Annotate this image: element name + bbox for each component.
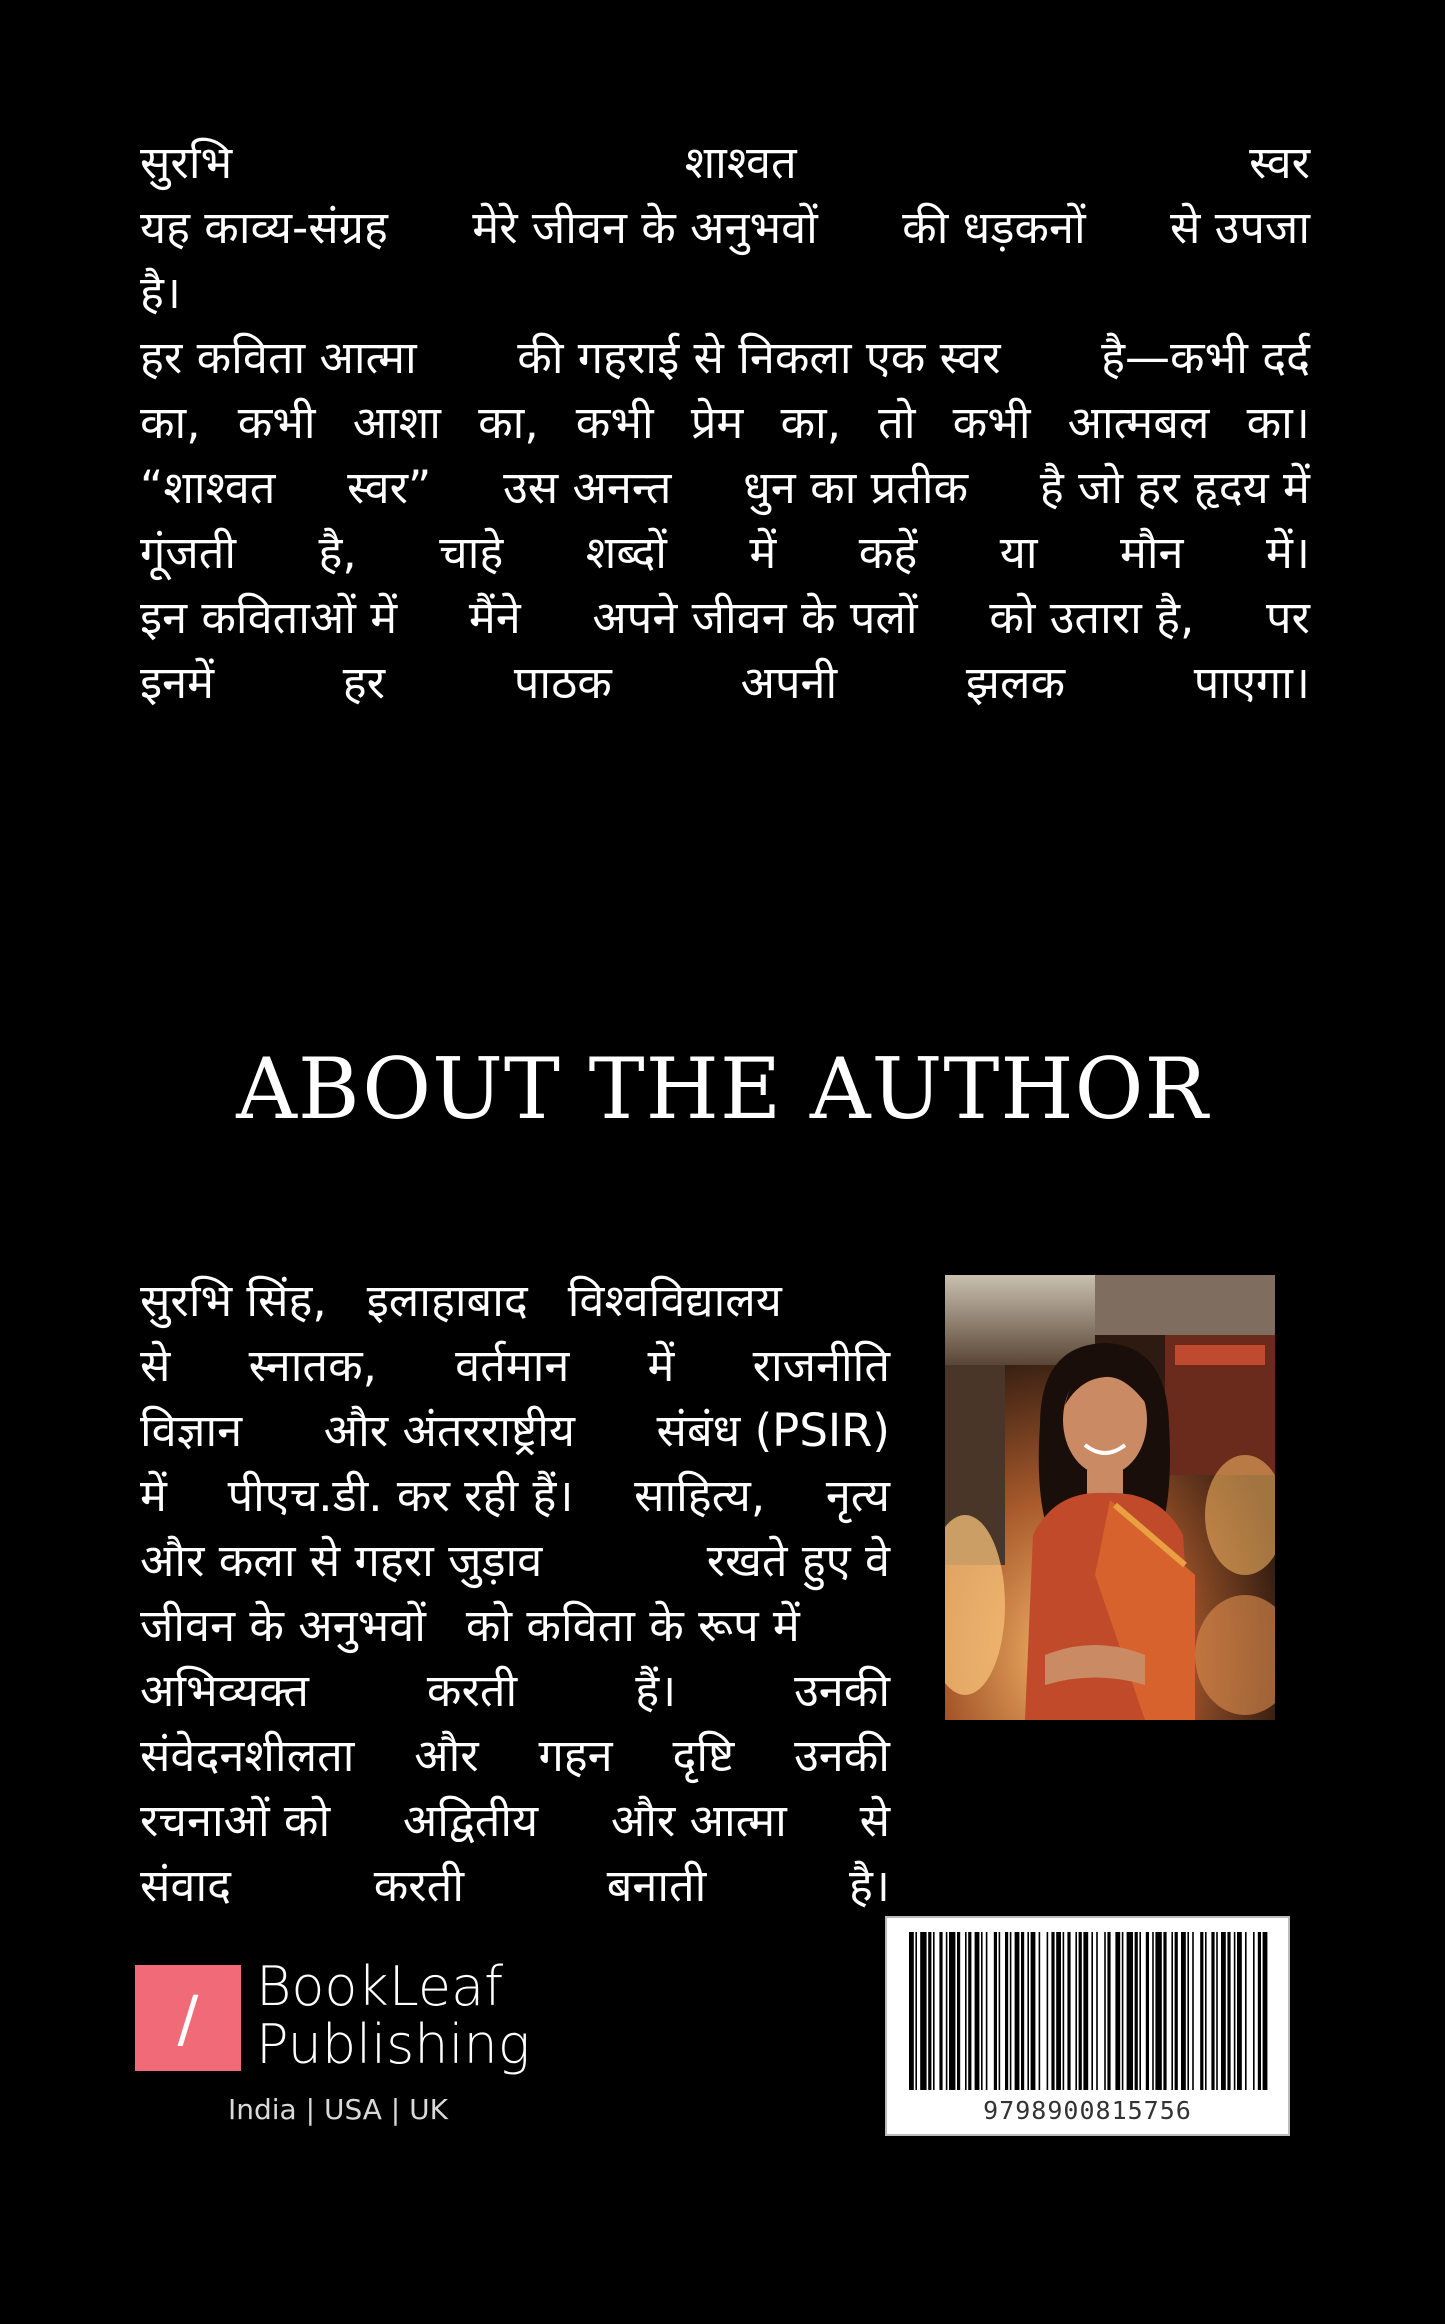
bio-word: हैं। [635, 1664, 677, 1717]
bio-word: विश्वविद्यालय [567, 1274, 782, 1327]
barcode-bar [1083, 1932, 1088, 2090]
blurb-word: को उतारा है, [989, 591, 1195, 644]
barcode-bar [933, 1932, 935, 2090]
blurb-line [140, 455, 1310, 520]
publisher-name [256, 1955, 531, 2076]
barcode-bar [1216, 1932, 1218, 2090]
bio-word: राजनीति [752, 1339, 890, 1392]
blurb-word: आशा [352, 396, 441, 449]
bio-word: वर्तमान [455, 1339, 570, 1392]
blurb-word: शाश्वत [684, 136, 797, 189]
bio-word: संवाद [140, 1859, 231, 1912]
bio-word: स्नातक, [248, 1339, 377, 1392]
blurb-word: है, [318, 526, 357, 579]
barcode-bar [1175, 1932, 1178, 2090]
bio-line [140, 1593, 890, 1658]
about-the-author-heading: ABOUT THE AUTHOR [236, 1040, 1209, 1138]
barcode-bar [1031, 1932, 1036, 2090]
bio-word: में [140, 1469, 167, 1522]
author-photo-illustration [945, 1275, 1275, 1720]
blurb-line [140, 585, 1310, 650]
blurb-word: मैंने [468, 591, 521, 644]
blurb-word: में [749, 526, 777, 579]
bio-word: में [647, 1339, 675, 1392]
bio-word: संवेदनशीलता [140, 1729, 355, 1782]
barcode-bar [1227, 1932, 1230, 2090]
bio-line [140, 1788, 890, 1853]
blurb-word: कभी [575, 396, 654, 449]
blurb-word: धुन का प्रतीक [743, 461, 969, 514]
blurb-word: झलक [965, 656, 1066, 709]
barcode-bar [1122, 1932, 1124, 2090]
isbn-barcode [885, 1916, 1290, 2136]
barcode-bar [1091, 1932, 1093, 2090]
barcode-bar [1139, 1932, 1141, 2090]
barcode-bar [999, 1932, 1001, 2090]
barcode-bar [1047, 1932, 1049, 2090]
barcode-bar [1005, 1932, 1008, 2090]
blurb-line [140, 520, 1310, 585]
barcode-bar [1221, 1932, 1226, 2090]
author-photo [945, 1275, 1275, 1720]
blurb-line: है। [140, 266, 181, 319]
blurb-word: हर कविता आत्मा [140, 331, 417, 384]
barcode-bar [1192, 1932, 1194, 2090]
blurb-word: का, [780, 396, 842, 449]
blurb-word: की गहराई से निकला एक स्वर [517, 331, 1001, 384]
bio-word: जीवन के अनुभवों [140, 1599, 426, 1652]
blurb-line [140, 195, 1310, 260]
bio-line [140, 1463, 890, 1528]
blurb-line [140, 390, 1310, 455]
barcode-bar [1163, 1932, 1166, 2090]
blurb-word: में। [1265, 526, 1310, 579]
barcode-bar [1152, 1932, 1154, 2090]
barcode-bar [939, 1932, 942, 2090]
blurb-word: आत्मबल [1067, 396, 1210, 449]
barcode-bar [1010, 1932, 1012, 2090]
blurb-word: सुरभि [140, 136, 233, 189]
bio-word: पीएच.डी. कर रही हैं। [227, 1469, 574, 1522]
bio-word: रचनाओं को [140, 1794, 331, 1847]
publisher-logo-mark [135, 1965, 241, 2071]
barcode-bar [1200, 1932, 1203, 2090]
barcode-bar [1205, 1932, 1207, 2090]
blurb-word: पाएगा। [1193, 656, 1310, 709]
barcode-bar [975, 1932, 980, 2090]
bio-word: है। [849, 1859, 890, 1912]
barcode-bar [1079, 1932, 1082, 2090]
blurb-word: पर [1265, 591, 1310, 644]
barcode-bar [1096, 1932, 1098, 2090]
bio-word: से [859, 1794, 890, 1847]
barcode-bar [1258, 1932, 1261, 2090]
bio-line [140, 1333, 890, 1398]
barcode-bar [1135, 1932, 1138, 2090]
bio-word: करती [426, 1664, 518, 1717]
blurb-word: अपने जीवन के पलों [592, 591, 918, 644]
blurb-word: का, [478, 396, 539, 449]
blurb-word: अपनी [740, 656, 838, 709]
barcode-bar [1063, 1932, 1065, 2090]
blurb-word: तो [878, 396, 916, 449]
bio-word: नृत्य [825, 1469, 890, 1522]
bio-line [140, 1853, 890, 1918]
bio-word: और अंतरराष्ट्रीय [323, 1404, 575, 1457]
blurb-word: इनमें [140, 656, 214, 709]
publisher-name-line2: Publishing [256, 2013, 531, 2076]
bio-word: अभिव्यक्त [140, 1664, 309, 1717]
barcode-bar [1234, 1932, 1236, 2090]
blurb-word: से उपजा [1169, 201, 1310, 254]
bio-word: से [140, 1339, 171, 1392]
blurb-word: का, [140, 396, 201, 449]
bio-word: और कला से गहरा जुड़ाव [140, 1534, 543, 1587]
blurb-word: की धड़कनों [902, 201, 1086, 254]
blurb-word: यह काव्य-संग्रह [140, 201, 388, 254]
publisher-name-line1: BookLeaf [256, 1955, 504, 2018]
slash-icon: / [177, 1981, 199, 2055]
barcode-bar [986, 1932, 988, 2090]
bio-line [140, 1398, 890, 1463]
blurb-word: चाहे [439, 526, 504, 579]
publisher-tagline: India | USA | UK [228, 2093, 448, 2126]
barcode-bar [1211, 1932, 1214, 2090]
blurb-word: इन कविताओं में [140, 591, 398, 644]
blurb-word: शब्दों [585, 526, 667, 579]
barcode-bar [1021, 1932, 1024, 2090]
blurb-word: या [999, 526, 1038, 579]
blurb-word: है—कभी दर्द [1101, 331, 1310, 384]
barcode-bar [1253, 1932, 1255, 2090]
barcode-bar [1127, 1932, 1133, 2090]
bio-line [140, 1723, 890, 1788]
barcode-bar [957, 1932, 960, 2090]
blurb-word: पाठक [513, 656, 612, 709]
bio-word: करती [373, 1859, 464, 1912]
blurb-line [140, 650, 1310, 715]
bio-word: गहन [538, 1729, 613, 1782]
barcode-bar [1015, 1932, 1020, 2090]
blurb-word: कहें [858, 526, 918, 579]
barcode-bar [1075, 1932, 1077, 2090]
bio-line [140, 1268, 890, 1333]
barcode-bar [1027, 1932, 1029, 2090]
barcode-bar [1115, 1932, 1120, 2090]
barcode-bar [920, 1932, 926, 2090]
bio-word: विज्ञान [140, 1404, 243, 1457]
barcode-bar [1067, 1932, 1070, 2090]
blurb-word: है जो हर हृदय में [1039, 461, 1310, 514]
author-bio [140, 1268, 890, 1918]
barcode-bar [994, 1932, 997, 2090]
bio-word: उनकी [794, 1729, 890, 1782]
barcode-bar [1146, 1932, 1149, 2090]
bio-line [140, 1658, 890, 1723]
blurb-line [140, 130, 1310, 195]
barcode-bar [915, 1932, 917, 2090]
bio-word: रखते हुए वे [706, 1534, 890, 1587]
bio-word: संबंध (PSIR) [656, 1404, 890, 1457]
barcode-bar [909, 1932, 914, 2090]
barcode-bar [946, 1932, 948, 2090]
bio-word: साहित्य, [634, 1469, 766, 1522]
barcode-bar [1155, 1932, 1161, 2090]
barcode-bar [1187, 1932, 1189, 2090]
barcode-bar [1056, 1932, 1061, 2090]
barcode-bar [968, 1932, 971, 2090]
blurb-word: प्रेम [690, 396, 744, 449]
barcode-bar [1051, 1932, 1054, 2090]
bio-word: बनाती [606, 1859, 707, 1912]
barcode-bar [965, 1932, 967, 2090]
bio-word: और आत्मा [610, 1794, 787, 1847]
blurb-word: का। [1246, 396, 1310, 449]
blurb-word: मौन [1119, 526, 1184, 579]
blurb-word: उस अनन्त [503, 461, 672, 514]
blurb-word: कभी [237, 396, 316, 449]
barcode-bar [1263, 1932, 1268, 2090]
barcode-bar [1039, 1932, 1041, 2090]
bio-word: और [414, 1729, 479, 1782]
barcode-bar [949, 1932, 955, 2090]
bio-word: को कविता के रूप में [465, 1599, 800, 1652]
bio-line [140, 1528, 890, 1593]
barcode-bar [1107, 1932, 1110, 2090]
bio-word: उनकी [794, 1664, 890, 1717]
blurb-line [140, 325, 1310, 390]
bio-word: इलाहाबाद [366, 1274, 528, 1327]
book-blurb [140, 130, 1310, 715]
blurb-word: कभी [952, 396, 1031, 449]
barcode-bar [1181, 1932, 1186, 2090]
barcode-bar [1171, 1932, 1173, 2090]
barcode-bar [1245, 1932, 1247, 2090]
blurb-word: “शाश्वत [140, 461, 276, 514]
blurb-word: स्वर [1249, 136, 1310, 189]
isbn-number: 9798900815756 [983, 2096, 1192, 2125]
barcode-bar [981, 1932, 983, 2090]
blurb-word: गूंजती [140, 526, 237, 579]
blurb-word: मेरे जीवन के अनुभवों [472, 201, 818, 254]
bio-word: अद्वितीय [402, 1794, 539, 1847]
bio-word: सुरभि सिंह, [140, 1274, 327, 1327]
barcode-bar [928, 1932, 931, 2090]
barcode-bar [1237, 1932, 1242, 2090]
blurb-word: हर [342, 656, 386, 709]
blurb-word: स्वर” [347, 461, 432, 514]
bio-word: दृष्टि [672, 1729, 735, 1782]
barcode-bar [1104, 1932, 1106, 2090]
